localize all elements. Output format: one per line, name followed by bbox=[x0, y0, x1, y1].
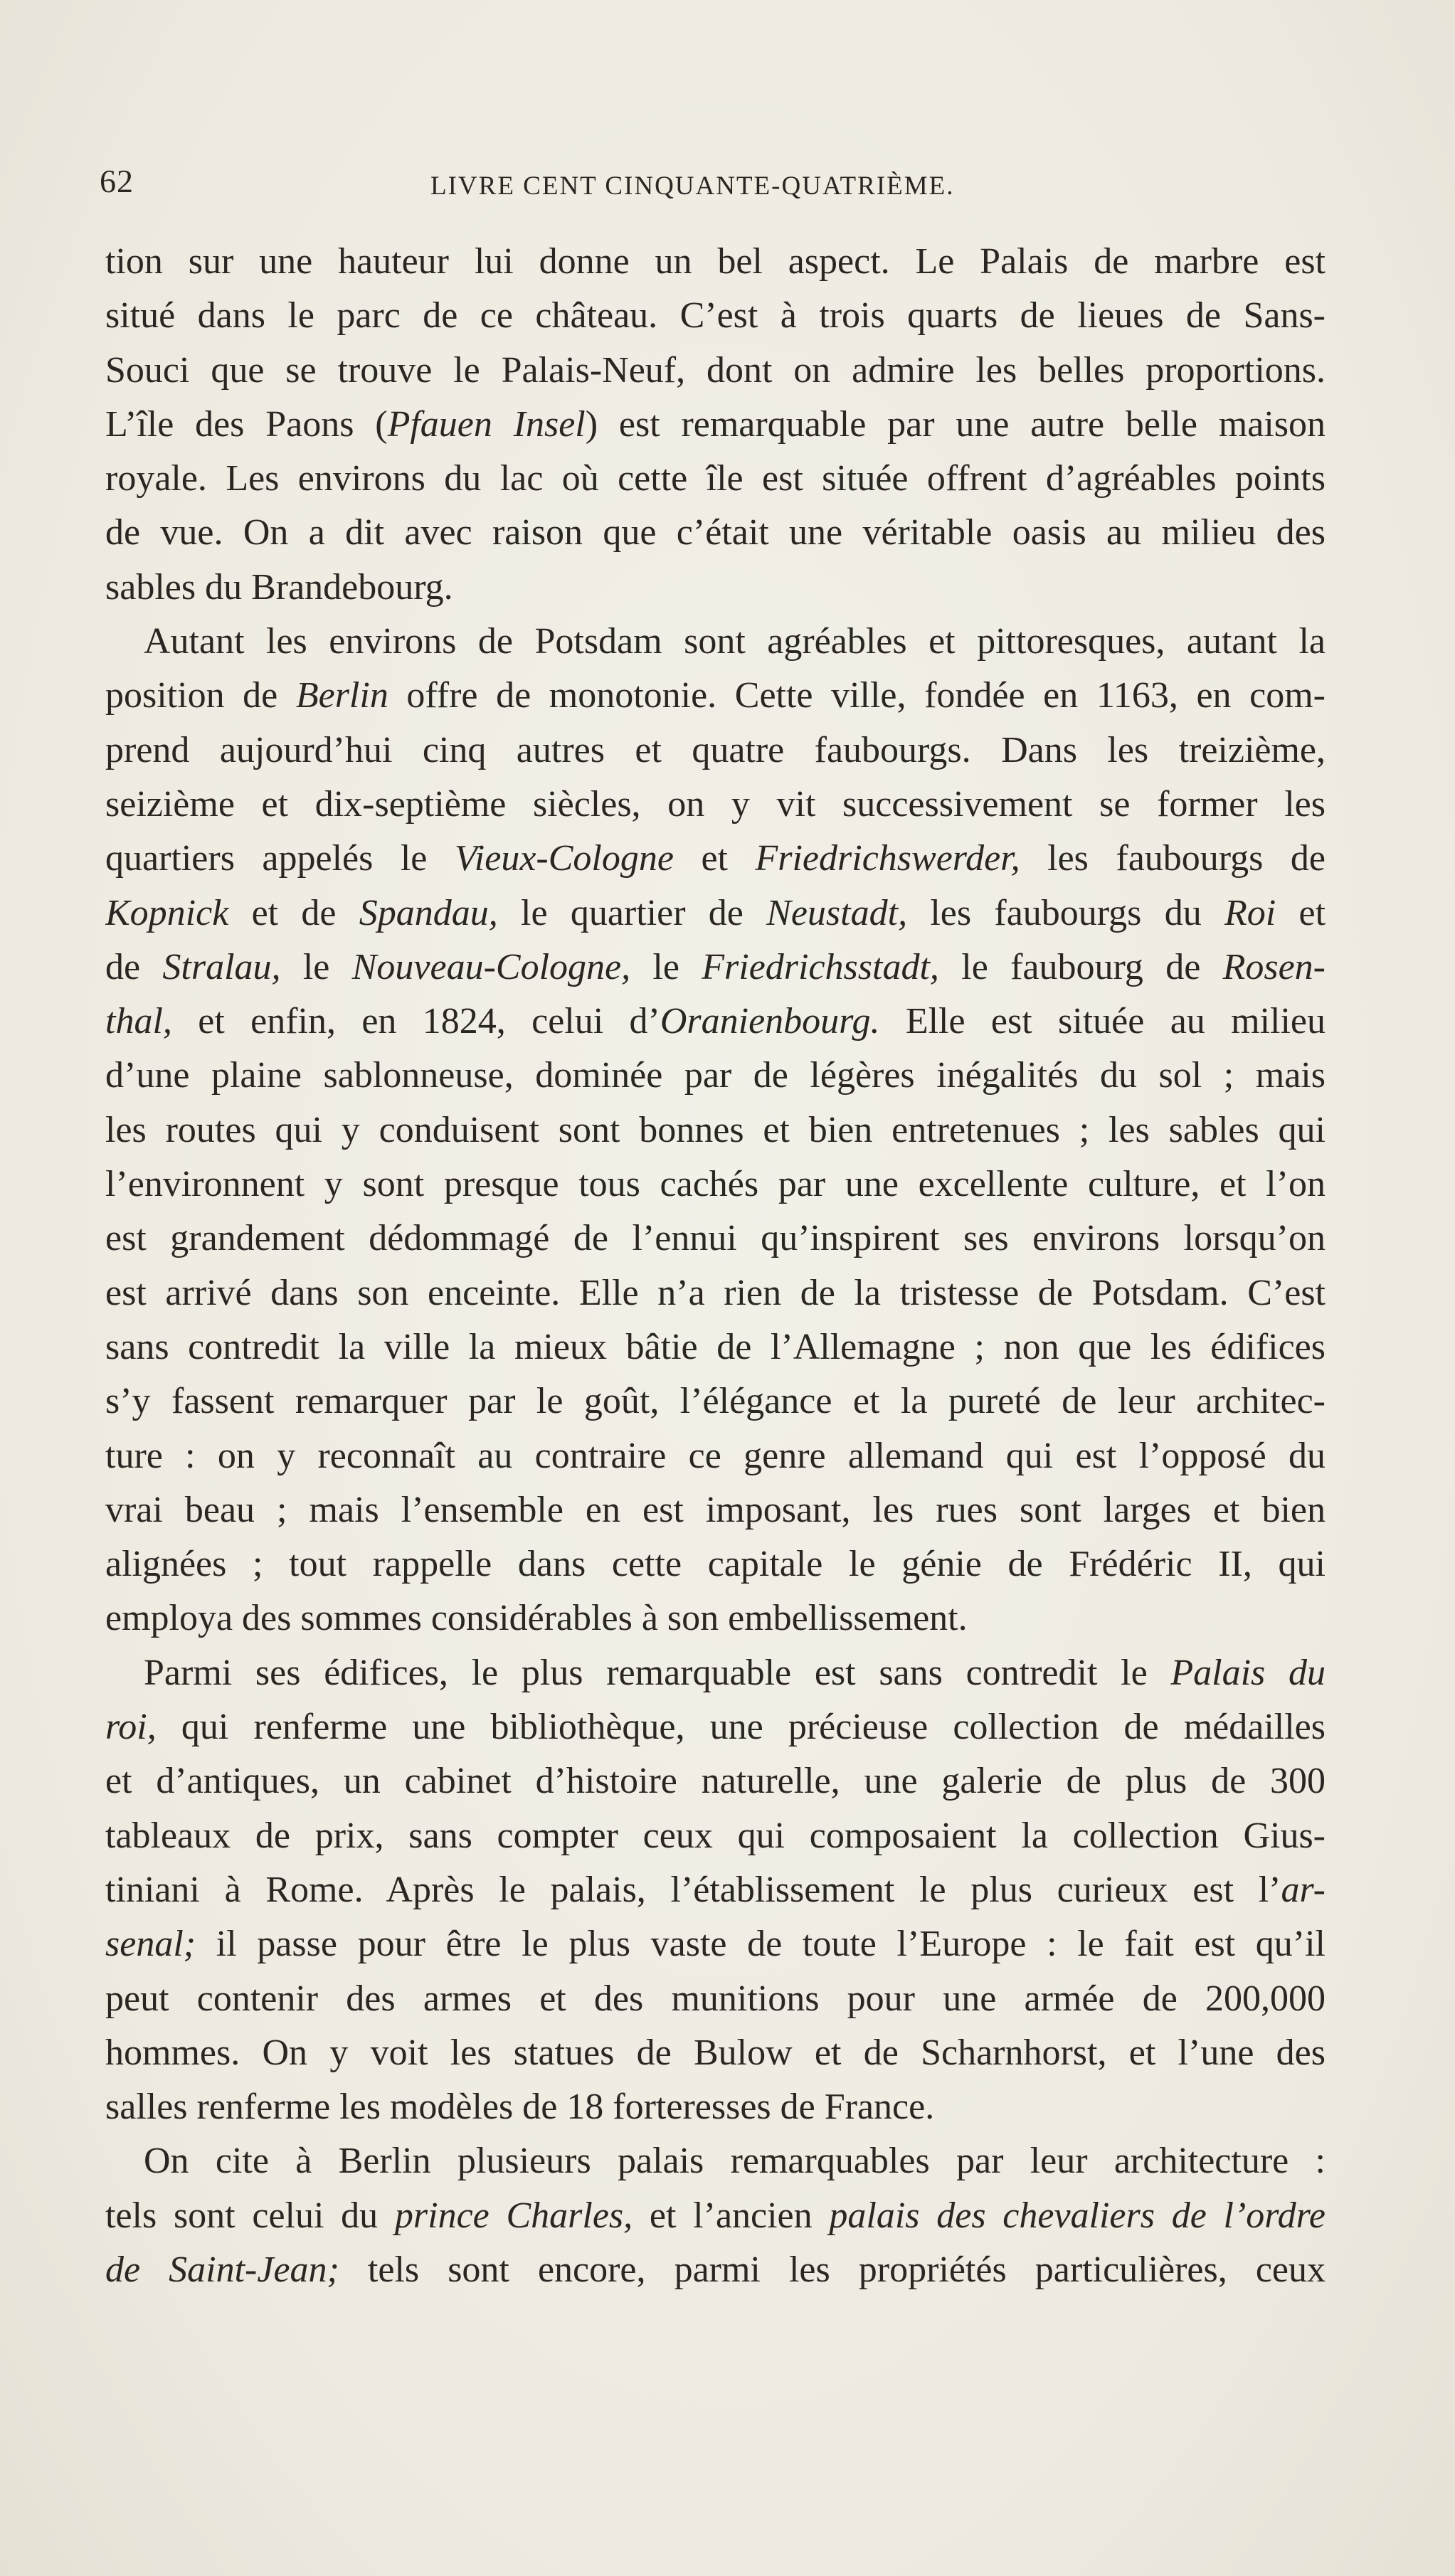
text-line: de vue. On a dit avec raison que c’était une véritable oasis au milieu des bbox=[105, 512, 1326, 553]
text-line: tels sont celui du prince Charles, et l’ancien palais des chevaliers de l’ordre bbox=[105, 2195, 1326, 2236]
page-number: 62 bbox=[100, 163, 134, 199]
text-line: est grandement dédommagé de l’ennui qu’inspirent ses environs lorsqu’on bbox=[105, 1218, 1326, 1259]
text-line: Parmi ses édifices, le plus remarquable est sans contredit le Palais du bbox=[144, 1652, 1326, 1693]
text-line: hommes. On y voit les statues de Bulow et de Scharnhorst, et l’une des bbox=[105, 2032, 1326, 2073]
text-line: tion sur une hauteur lui donne un bel aspect. Le Palais de marbre est bbox=[105, 241, 1326, 282]
text-line: Souci que se trouve le Palais-Neuf, dont on admire les belles proportions. bbox=[105, 349, 1326, 391]
text-line: sables du Brandebourg. bbox=[105, 566, 453, 608]
text-line: d’une plaine sablonneuse, dominée par de légères inégalités du sol ; mais bbox=[105, 1055, 1326, 1096]
text-line: peut contenir des armes et des munitions pour une armée de 200,000 bbox=[105, 1978, 1326, 2019]
text-line: On cite à Berlin plusieurs palais remarquables par leur architecture : bbox=[144, 2141, 1326, 2182]
page-header bbox=[100, 162, 1323, 205]
text-line: L’île des Paons (Pfauen Insel) est remarquable par une autre belle maison bbox=[105, 403, 1326, 445]
text-line: s’y fassent remarquer par le goût, l’élégance et la pureté de leur architec- bbox=[105, 1381, 1326, 1422]
text-line: l’environnent y sont presque tous cachés par une excellente culture, et l’on bbox=[105, 1164, 1326, 1205]
text-line: thal, et enfin, en 1824, celui d’Oranienbourg. Elle est située au milieu bbox=[105, 1001, 1326, 1042]
text-line: les routes qui y conduisent sont bonnes et bien entretenues ; les sables qui bbox=[105, 1109, 1326, 1150]
text-line: royale. Les environs du lac où cette île est située offrent d’agréables points bbox=[105, 458, 1326, 499]
text-line: sans contredit la ville la mieux bâtie de l’Allemagne ; non que les édifices bbox=[105, 1326, 1326, 1367]
text-line: tableaux de prix, sans compter ceux qui composaient la collection Gius- bbox=[105, 1815, 1326, 1856]
text-line: ture : on y reconnaît au contraire ce genre allemand qui est l’opposé du bbox=[105, 1435, 1326, 1476]
text-line: vrai beau ; mais l’ensemble en est imposant, les rues sont larges et bien bbox=[105, 1489, 1326, 1530]
text-line: et d’antiques, un cabinet d’histoire naturelle, une galerie de plus de 300 bbox=[105, 1761, 1326, 1802]
text-line: situé dans le parc de ce château. C’est à trois quarts de lieues de Sans- bbox=[105, 295, 1326, 336]
text-line: est arrivé dans son enceinte. Elle n’a rien de la tristesse de Potsdam. C’est bbox=[105, 1272, 1326, 1313]
text-line: senal; il passe pour être le plus vaste de toute l’Europe : le fait est qu’il bbox=[105, 1924, 1326, 1965]
text-line: prend aujourd’hui cinq autres et quatre faubourgs. Dans les treizième, bbox=[105, 729, 1326, 770]
text-line: Autant les environs de Potsdam sont agréables et pittoresques, autant la bbox=[144, 621, 1326, 662]
text-line: Kopnick et de Spandau, le quartier de Neustadt, les faubourgs du Roi et bbox=[105, 892, 1326, 933]
text-line: quartiers appelés le Vieux-Cologne et Friedrichswerder, les faubourgs de bbox=[105, 838, 1326, 879]
text-line: salles renferme les modèles de 18 forteresses de France. bbox=[105, 2087, 935, 2128]
body-text bbox=[105, 235, 1326, 2297]
text-line: employa des sommes considérables à son embellissement. bbox=[105, 1598, 968, 1639]
text-line: seizième et dix-septième siècles, on y vit successivement se former les bbox=[105, 783, 1326, 825]
text-line: tiniani à Rome. Après le palais, l’établissement le plus curieux est l’ar- bbox=[105, 1869, 1326, 1910]
text-line: position de Berlin offre de monotonie. Cette ville, fondée en 1163, en com- bbox=[105, 675, 1326, 716]
text-line: de Saint-Jean; tels sont encore, parmi les propriétés particulières, ceux bbox=[105, 2249, 1326, 2290]
text-line: roi, qui renferme une bibliothèque, une précieuse collection de médailles bbox=[105, 1707, 1326, 1748]
running-title: LIVRE CENT CINQUANTE-QUATRIÈME. bbox=[430, 171, 955, 201]
text-line: alignées ; tout rappelle dans cette capitale le génie de Frédéric II, qui bbox=[105, 1544, 1326, 1585]
text-line: de Stralau, le Nouveau-Cologne, le Friedrichsstadt, le faubourg de Rosen- bbox=[105, 946, 1326, 987]
